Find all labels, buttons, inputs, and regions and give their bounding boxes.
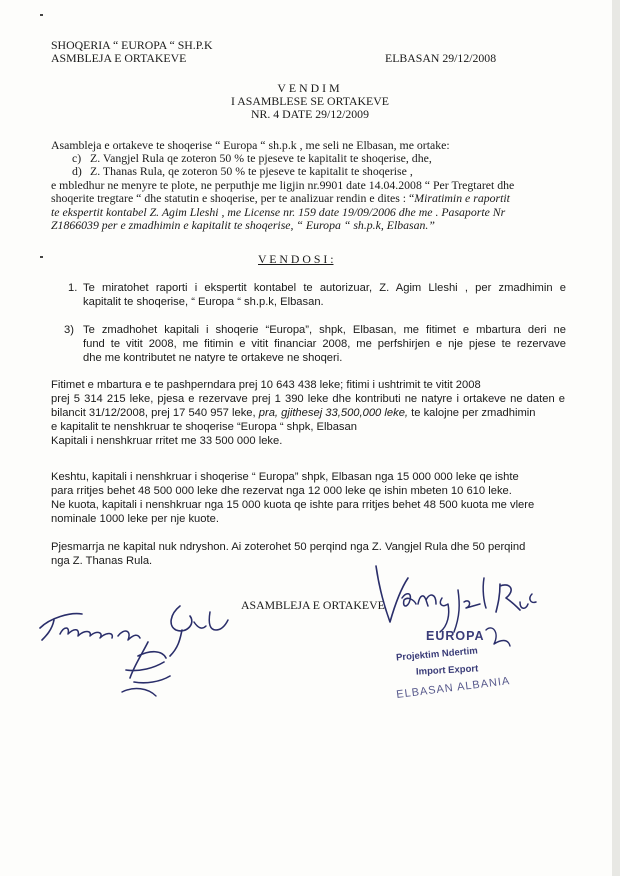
profits-text: e kapitalit te nenshkruar te shoqerise “Europa “ shpk, Elbasan <box>51 421 357 433</box>
assembly-label: ASMBLEJA E ORTAKEVE <box>51 51 187 65</box>
signature-vangjel-stroke <box>496 584 520 612</box>
stamp-text: Projektim Ndertim <box>395 645 479 664</box>
participation-text: nga Z. Thanas Rula. <box>51 555 153 567</box>
page-right-edge <box>612 0 620 876</box>
list-marker: d) <box>72 164 82 178</box>
capital-increase: Kapitali i nenshkruar rritet me 33 500 000 leke. <box>51 435 283 447</box>
signature-vangjel-stroke <box>454 578 486 632</box>
signature-vangjel-stroke <box>520 594 536 608</box>
thus-text: Keshtu, kapitali i nenshkruar i shoqerise “ Europa” shpk, Elbasan nga 15 000 000 leke qe ishte <box>51 471 519 483</box>
signature-vangjel-stroke <box>440 598 449 632</box>
thus-text: nominale 1000 leke per nje kuote. <box>51 513 219 525</box>
decision-3-text: Te zmadhohet kapitali i shoqerie “Europa”, shpk, Elbasan, me fitimet e mbartura deri ne <box>83 324 566 336</box>
stamp-city: ELBASAN ALBANIA <box>395 675 511 701</box>
scan-mark <box>40 256 43 258</box>
signature-thanas-stroke <box>194 612 228 630</box>
shareholder-thanas: Z. Thanas Rula, qe zoteron 50 % te pjeseve te kapitalit te shoqerise , <box>90 164 413 178</box>
title-line2: I ASAMBLESE SE ORTAKEVE <box>231 94 389 108</box>
decision-1-text: Te miratohet raporti i ekspertit kontabel te autorizuar, Z. Agim Lleshi , per zmadhimin e <box>83 282 566 294</box>
scan-mark <box>40 14 43 16</box>
intro-line: shoqerite tregtare “ dhe statutin e shoqerise, per te analizuar rendin e dites : “Miratimin e raportit <box>51 191 510 205</box>
signature-label: ASAMBLEJA E ORTAKEVE <box>241 598 385 612</box>
stamp-name: EUROPA <box>426 629 485 643</box>
decision-number: 3) <box>64 324 74 336</box>
signature-vangjel-stroke <box>376 566 408 622</box>
signature-vangjel <box>360 560 540 680</box>
stamp-text: Import Export <box>415 663 479 678</box>
thus-text: para rritjes behet 48 500 000 leke dhe rezervat nga 12 000 leke qe ishin mbeten 10 610 leke. <box>51 485 512 497</box>
signature-vangjel-stroke <box>402 594 416 606</box>
signature-thanas-stroke <box>126 642 170 683</box>
profits-text: prej 5 314 215 leke, pjesa e rezervave prej 1 390 leke dhe kontributi ne natyre i ortakeve ne daten e <box>51 393 565 405</box>
signature-thanas-stroke <box>170 606 192 656</box>
signature-thanas-stroke <box>40 614 82 640</box>
signature-vangjel-stroke <box>418 595 436 606</box>
thus-text: Ne kuota, kapitali i nenshkruar nga 15 000 kuota qe ishte para rritjes behet 48 500 kuota me vlere <box>51 499 535 511</box>
participation-text: Pjesmarrja ne kapital nuk ndryshon. Ai zoterohet 50 perqind nga Z. Vangjel Rula dhe 50 perqind <box>51 541 526 553</box>
decision-3-text: dhe me kontributet ne natyre te ortakeve ne shoqeri. <box>83 352 343 364</box>
company-name: SHOQERIA “ EUROPA “ SH.P.K <box>51 38 213 52</box>
list-marker: c) <box>72 151 82 165</box>
signature-thanas <box>30 600 250 710</box>
signature-thanas-stroke <box>122 689 156 696</box>
title-number-date: NR. 4 DATE 29/12/2009 <box>251 107 369 121</box>
profits-text: bilancit 31/12/2008, prej 17 540 957 leke, pra, gjithesej 33,500,000 leke, te kalojne per zmadhimin <box>51 407 536 419</box>
decides-heading: V E N D O S I : <box>258 252 334 266</box>
agenda-italic: te ekspertit kontabel Z. Agim Lleshi , me License nr. 159 date 19/09/2006 dhe me . Pasaporte Nr <box>51 205 506 219</box>
signature-thanas-stroke <box>60 628 112 638</box>
decision-3-text: fund te vitit 2008, me fitimin e vitit financiar 2008, me perfshirjen e nje pjese te rezervave <box>83 338 566 350</box>
profits-text: Fitimet e mbartura e te pashperndara prej 10 643 438 leke; fitimi i ushtrimit te vitit 2008 <box>51 379 481 391</box>
shareholder-vangjel: Z. Vangjel Rula qe zoteron 50 % te pjeseve te kapitalit te shoqerise, dhe, <box>90 151 432 165</box>
signature-vangjel-stroke <box>486 628 510 646</box>
agenda-italic: Z1866039 per e zmadhimin e kapitalit te shoqerise, “ Europa “ sh.p.k, Elbasan.” <box>51 218 435 232</box>
intro-line: e mbledhur ne menyre te plote, ne perputhje me ligjin nr.9901 date 14.04.2008 “ Per Tregtaret dhe <box>51 178 515 192</box>
decision-number: 1. <box>68 282 78 294</box>
title-vendim: VENDIM <box>277 81 343 95</box>
place-date: ELBASAN 29/12/2008 <box>385 51 497 65</box>
decision-1-text: kapitalit te shoqerise, “ Europa “ sh.p.k, Elbasan. <box>83 296 324 308</box>
signature-thanas-stroke <box>118 631 140 640</box>
intro-line: Asambleja e ortakeve te shoqerise “ Europa “ sh.p.k , me seli ne Elbasan, me ortake: <box>51 138 450 152</box>
